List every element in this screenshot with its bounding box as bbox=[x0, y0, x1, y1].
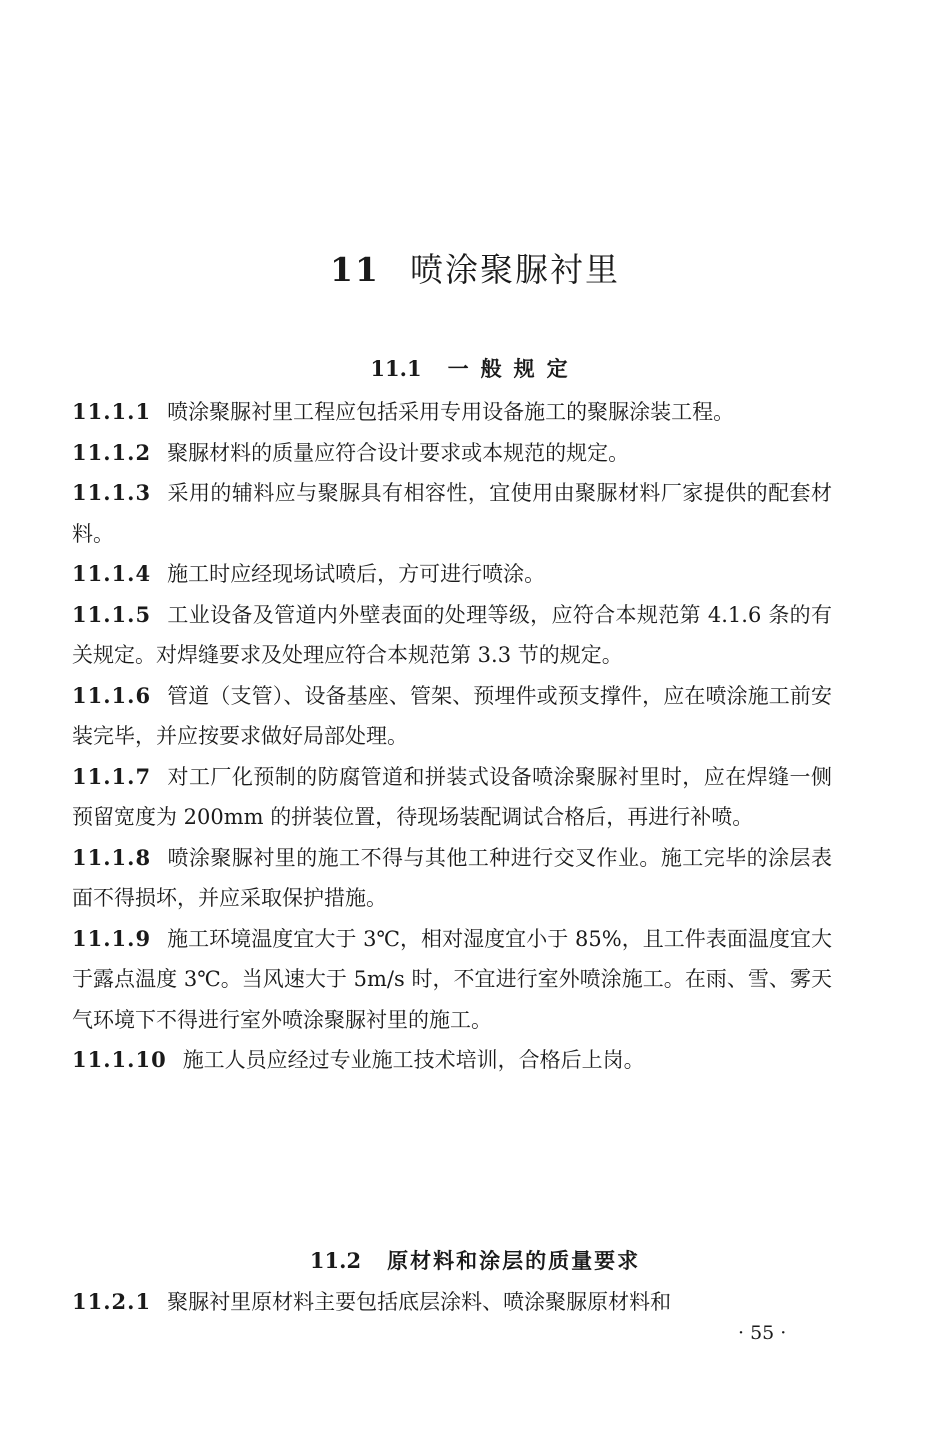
clause bbox=[72, 433, 832, 474]
clause-text: 喷涂聚脲衬里的施工不得与其他工种进行交叉作业。施工完毕的涂层表面不得损坏，并应采取保护措施。 bbox=[72, 845, 832, 910]
section-11-2-body bbox=[72, 1282, 832, 1323]
clause bbox=[72, 757, 832, 838]
section-number: 11.1 bbox=[370, 356, 422, 382]
clause-text: 施工人员应经过专业施工技术培训，合格后上岗。 bbox=[182, 1048, 645, 1072]
section-title-11-2 bbox=[0, 1245, 950, 1275]
chapter-number: 11 bbox=[330, 250, 380, 290]
clause bbox=[72, 676, 832, 757]
clause-text: 采用的辅料应与聚脲具有相容性，宜使用由聚脲材料厂家提供的配套材料。 bbox=[72, 481, 832, 546]
clause-number: 11.1.6 bbox=[72, 682, 152, 708]
clause bbox=[72, 838, 832, 919]
clause-text: 喷涂聚脲衬里工程应包括采用专用设备施工的聚脲涂装工程。 bbox=[167, 400, 735, 424]
clause-number: 11.1.8 bbox=[72, 844, 152, 870]
clause-number: 11.1.9 bbox=[72, 925, 152, 951]
clause bbox=[72, 1282, 832, 1323]
section-11-1-body bbox=[72, 392, 832, 1081]
clause bbox=[72, 919, 832, 1041]
clause-text: 对工厂化预制的防腐管道和拼装式设备喷涂聚脲衬里时，应在焊缝一侧预留宽度为 200mm 的拼装位置，待现场装配调试合格后，再进行补喷。 bbox=[72, 764, 832, 829]
clause-number: 11.1.10 bbox=[72, 1047, 167, 1072]
clause-number: 11.1.3 bbox=[72, 480, 152, 505]
clause bbox=[72, 1040, 832, 1081]
clause-text: 工业设备及管道内外壁表面的处理等级，应符合本规范第 4.1.6 条的有关规定。对焊缝要求及处理应符合本规范第 3.3 节的规定。 bbox=[72, 602, 832, 667]
section-title-text: 一般规定 bbox=[447, 357, 580, 382]
clause-number: 11.1.7 bbox=[72, 763, 152, 789]
section-number: 11.2 bbox=[309, 1248, 362, 1274]
clause-number: 11.1.5 bbox=[72, 601, 152, 627]
clause-text: 聚脲衬里原材料主要包括底层涂料、喷涂聚脲原材料和 bbox=[167, 1290, 672, 1314]
clause-text: 聚脲材料的质量应符合设计要求或本规范的规定。 bbox=[167, 440, 630, 465]
clause bbox=[72, 392, 832, 433]
clause-number: 11.1.4 bbox=[72, 561, 152, 586]
clause-text: 施工时应经现场试喷后，方可进行喷涂。 bbox=[167, 562, 546, 586]
page-number: · 55 · bbox=[738, 1322, 787, 1344]
clause bbox=[72, 554, 832, 595]
section-title-11-1 bbox=[0, 353, 950, 383]
clause-number: 11.1.2 bbox=[72, 439, 152, 465]
clause bbox=[72, 595, 832, 676]
clause-text: 施工环境温度宜大于 3℃，相对湿度宜小于 85%，且工件表面温度宜大于露点温度 3℃。当风速大于 5m/s 时，不宜进行室外喷涂施工。在雨、雪、雾天气环境下不得进行室外喷涂聚脲衬里的施工。 bbox=[72, 926, 832, 1032]
clause-text: 管道（支管）、设备基座、管架、预埋件或预支撑件，应在喷涂施工前安装完毕，并应按要求做好局部处理。 bbox=[72, 683, 832, 748]
clause-number: 11.2.1 bbox=[72, 1289, 152, 1314]
clause bbox=[72, 473, 832, 554]
section-title-text: 原材料和涂层的质量要求 bbox=[387, 1249, 641, 1274]
clause-number: 11.1.1 bbox=[72, 399, 152, 424]
chapter-title-text: 喷涂聚脲衬里 bbox=[409, 250, 620, 290]
chapter-title bbox=[0, 244, 950, 291]
